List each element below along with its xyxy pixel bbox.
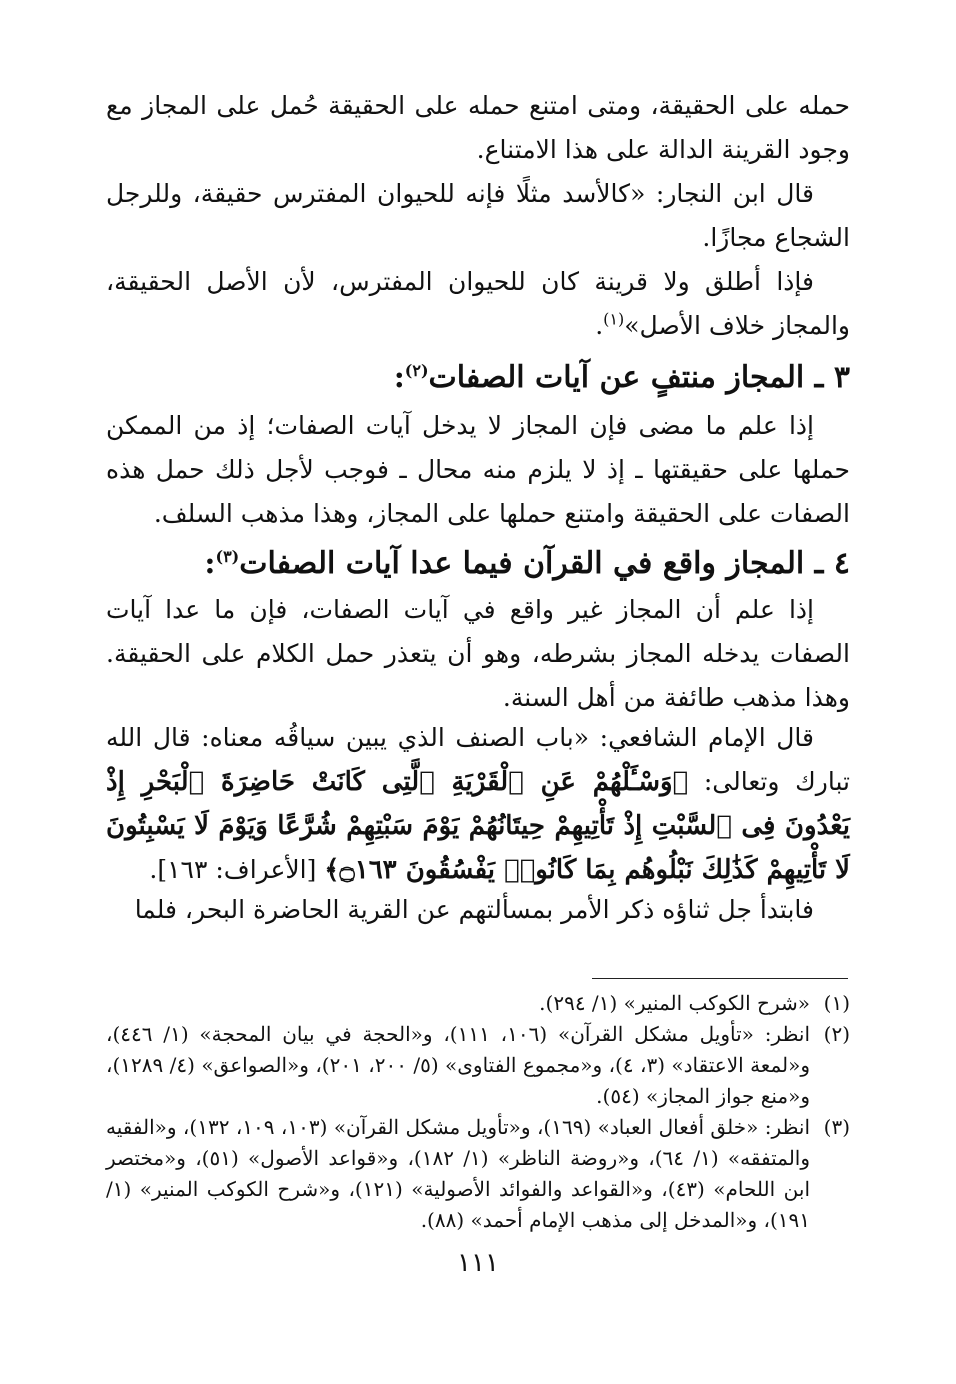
footnote-number: (٣): [823, 1115, 850, 1139]
footnote-text: انظر: «خلق أفعال العباد» (١٦٩)، و«تأويل مشكل القرآن» (١٠٣، ١٠٩، ١٣٢)، و«الفقيه والمتفقه» (١/ ٦٤)، و«روضة الناظر» (١/ ١٨٢)، و«قواعد الأصول» (٥١)، و«مختصر ابن اللحام» (٤٣)، و«القواعد والفوائد الأصولية» (١٢١)، و«شرح الكوكب المنير» (١/ ١٩١)، و«المدخل إلى مذهب الإمام أحمد» (٨٨).: [106, 1115, 811, 1232]
heading-3-colon: :: [393, 360, 405, 395]
quote-end-text: فإذا أطلق ولا قرينة كان للحيوان المفترس، لأن الأصل الحقيقة، والمجاز خلاف الأصل»: [106, 267, 850, 340]
text-block-5: [106, 888, 850, 932]
footnote-ref-3: (٣): [215, 547, 240, 566]
footnote-3: [106, 1112, 850, 1236]
footnote-1: [106, 988, 850, 1019]
footnote-number: (١): [823, 991, 850, 1015]
paragraph-ibn-najjar-quote: قال ابن النجار: «كالأسد مثلًا فإنه للحيوان المفترس حقيقة، وللرجل الشجاع مجازًا.: [106, 179, 850, 252]
paragraph-quote-end: [106, 260, 850, 348]
heading-section-4: [106, 540, 850, 588]
footnote-number: (٢): [823, 1022, 850, 1046]
text-block-3: [106, 588, 850, 720]
footnote-text: «شرح الكوكب المنير» (١/ ٢٩٤).: [539, 991, 810, 1015]
quran-verse: ﴿وَسْـَٔلْهُمْ عَنِ ٱلْقَرْيَةِ ٱلَّتِى كَانَتْ حَاضِرَةَ ٱلْبَحْرِ إِذْ يَعْدُونَ فِى ٱلسَّبْتِ إِذْ تَأْتِيهِمْ حِيتَانُهُمْ يَوْمَ سَبْتِهِمْ شُرَّعًا وَيَوْمَ لَا يَسْبِتُونَ لَا تَأْتِيهِمْ كَذَٰلِكَ نَبْلُوهُم بِمَا كَانُوا۟ يَفْسُقُونَ ۝١٦٣﴾: [106, 767, 850, 885]
paragraph-shafii-continuation: فابتدأ جل ثناؤه ذكر الأمر بمسألتهم عن القرية الحاضرة البحر، فلما: [134, 895, 814, 924]
quote-end-period: .: [595, 311, 604, 340]
heading-3-text: ٣ ـ المجاز منتفٍ عن آيات الصفات: [428, 360, 850, 395]
heading-section-3: [106, 354, 850, 402]
footnote-2: [106, 1019, 850, 1112]
footnotes: [106, 988, 850, 1236]
footnote-ref-1: (١): [603, 309, 625, 329]
heading-4-text: ٤ ـ المجاز واقع في القرآن فيما عدا آيات الصفات: [239, 546, 850, 581]
text-block-1: [106, 84, 850, 348]
paragraph-attributes-no-majaz: إذا علم ما مضى فإن المجاز لا يدخل آيات الصفات؛ إذ من الممكن حملها على حقيقتها ـ إذ لا يلزم منه محال ـ فوجب لأجل ذلك حمل هذه الصفات على الحقيقة وامتنع حملها على المجاز، وهذا مذهب السلف.: [106, 411, 850, 528]
paragraph-shafii-quote: [106, 716, 850, 892]
shafii-intro: قال الإمام الشافعي: «باب الصنف الذي يبين سياقُه معناه: قال الله تبارك وتعالى:: [106, 723, 850, 796]
verse-reference: [الأعراف: ١٦٣].: [149, 855, 317, 884]
footnote-separator: [592, 978, 848, 979]
heading-4-colon: :: [204, 546, 216, 581]
footnote-ref-2: (٢): [404, 361, 429, 380]
text-block-4: [106, 716, 850, 892]
footnote-text: انظر: «تأويل مشكل القرآن» (١٠٦، ١١١)، و«الحجة في بيان المحجة» (١/ ٤٤٦)، و«لمعة الاعتقاد» (٣، ٤)، و«مجموع الفتاوى» (٥/ ٢٠٠، ٢٠١)، و«الصواعق» (٤/ ١٢٨٩)، و«منع جواز المجاز» (٥٤).: [106, 1022, 811, 1108]
page-number: ١١١: [457, 1248, 499, 1278]
text-block-2: [106, 404, 850, 536]
paragraph-continuation: حمله على الحقيقة، ومتى امتنع حمله على الحقيقة حُمل على المجاز مع وجود القرينة الدالة على هذا الامتناع.: [106, 91, 850, 164]
paragraph-majaz-in-quran: إذا علم أن المجاز غير واقع في آيات الصفات، فإن ما عدا آيات الصفات يدخله المجاز بشرطه، وهو أن يتعذر حمل الكلام على الحقيقة. وهذا مذهب طائفة من أهل السنة.: [106, 595, 850, 712]
